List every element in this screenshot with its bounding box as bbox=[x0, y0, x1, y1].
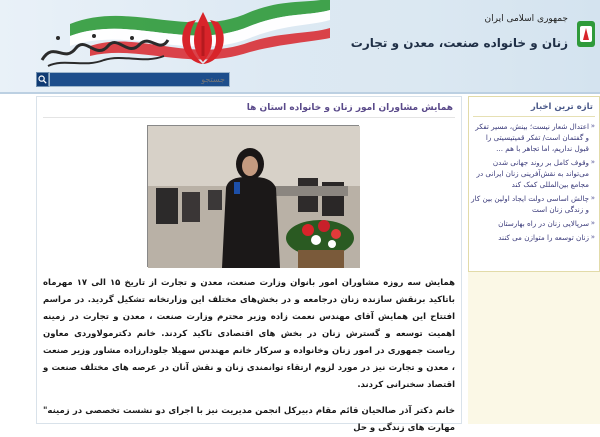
search-button[interactable] bbox=[36, 72, 49, 87]
header-banner bbox=[0, 0, 600, 92]
bullet-icon: « bbox=[590, 158, 595, 166]
article-paragraph-1: همایش سه روزه مشاوران امور بانوان وزارت صنعت، معدن و تجارت از تاریخ ۱۵ الی ۱۷ مهرماه باتاکید برنقش سازنده زنان درجامعه و در بخش‌های مختلف این وزارتخانه تشکیل گردید. در مراسم افتتاح این همایش آقای مهندس نعمت زاده وزیر محترم وزارت صنعت ، معدن و تجارت در زمینه اهمیت توسعه و گسترش زنان در بخش های اقتصادی تاکید کردند. خانم دکترمولاوردی معاون ریاست جمهوری در امور زنان وخانواده و سرکار خانم مهندس سهیلا جلودارزاده مشاور وزیر صنعت ، معدن و تجارت نیز در مورد لزوم ارتقاء توانمندی زنان و نقش آنان در عرصه های مختلف صنعت و اقتصاد سخنرانی کردند. bbox=[43, 278, 456, 390]
article-panel bbox=[36, 96, 462, 433]
news-item-label: اعتدال شعار نیست؛ بینش، مسیر تفکر و گفتمان است/ تفکر قمیتیسیتی را قبول نداریم، اما تجاهر با هم ... bbox=[475, 122, 589, 153]
news-item-label: سرپالایی زنان در راه بهارستان bbox=[498, 219, 589, 228]
news-item[interactable] bbox=[471, 121, 597, 154]
sidebar-heading: تازه ترین اخبار bbox=[530, 102, 593, 112]
latest-news-sidebar bbox=[468, 96, 600, 272]
speaker-photo-graphic bbox=[148, 126, 360, 268]
bullet-icon: « bbox=[590, 122, 595, 130]
calligraphy-logo bbox=[34, 30, 174, 70]
article-photo bbox=[147, 125, 359, 267]
article-title[interactable]: همایش مشاوران امور زنان و خانواده استان ها bbox=[246, 103, 453, 113]
iran-emblem-icon bbox=[172, 8, 234, 68]
news-item[interactable] bbox=[471, 193, 597, 215]
header-divider bbox=[0, 92, 600, 94]
article-paragraph-2: خانم دکتر آذر صالحیان قائم مقام دبیرکل انجمن مدیریت نیز با اجرای دو نشست تخصصی در زمینه" مهارت های زندگی و حل bbox=[43, 406, 455, 433]
news-item-label: چالش اساسی دولت ایجاد اولین بین کار و زندگی زنان است bbox=[471, 194, 589, 214]
bullet-icon: « bbox=[590, 194, 595, 202]
title-divider bbox=[43, 117, 455, 118]
ministry-logo-icon bbox=[576, 20, 596, 48]
news-item[interactable] bbox=[471, 232, 597, 243]
bullet-icon: « bbox=[590, 219, 595, 227]
site-title[interactable]: زنان و خانواده صنعت، معدن و تجارت bbox=[350, 36, 568, 50]
news-list bbox=[471, 121, 597, 246]
news-item-label: وقوف کامل بر روند جهانی شدن می‌تواند به نقش‌آفرینی زنان ایرانی در مجامع بین‌المللی کمک کند bbox=[476, 158, 589, 189]
calligraphy-graphic bbox=[34, 30, 174, 70]
news-item-label: زنان توسعه را متوازن می کنند bbox=[498, 233, 589, 242]
sidebar-divider bbox=[473, 116, 595, 117]
search-bar bbox=[36, 72, 230, 87]
sidebar-background bbox=[468, 272, 600, 424]
search-icon bbox=[38, 75, 47, 84]
bullet-icon: « bbox=[590, 233, 595, 241]
search-input[interactable] bbox=[49, 72, 230, 87]
news-item[interactable] bbox=[471, 218, 597, 229]
government-name: جمهوری اسلامی ایران bbox=[484, 14, 568, 24]
news-item[interactable] bbox=[471, 157, 597, 190]
